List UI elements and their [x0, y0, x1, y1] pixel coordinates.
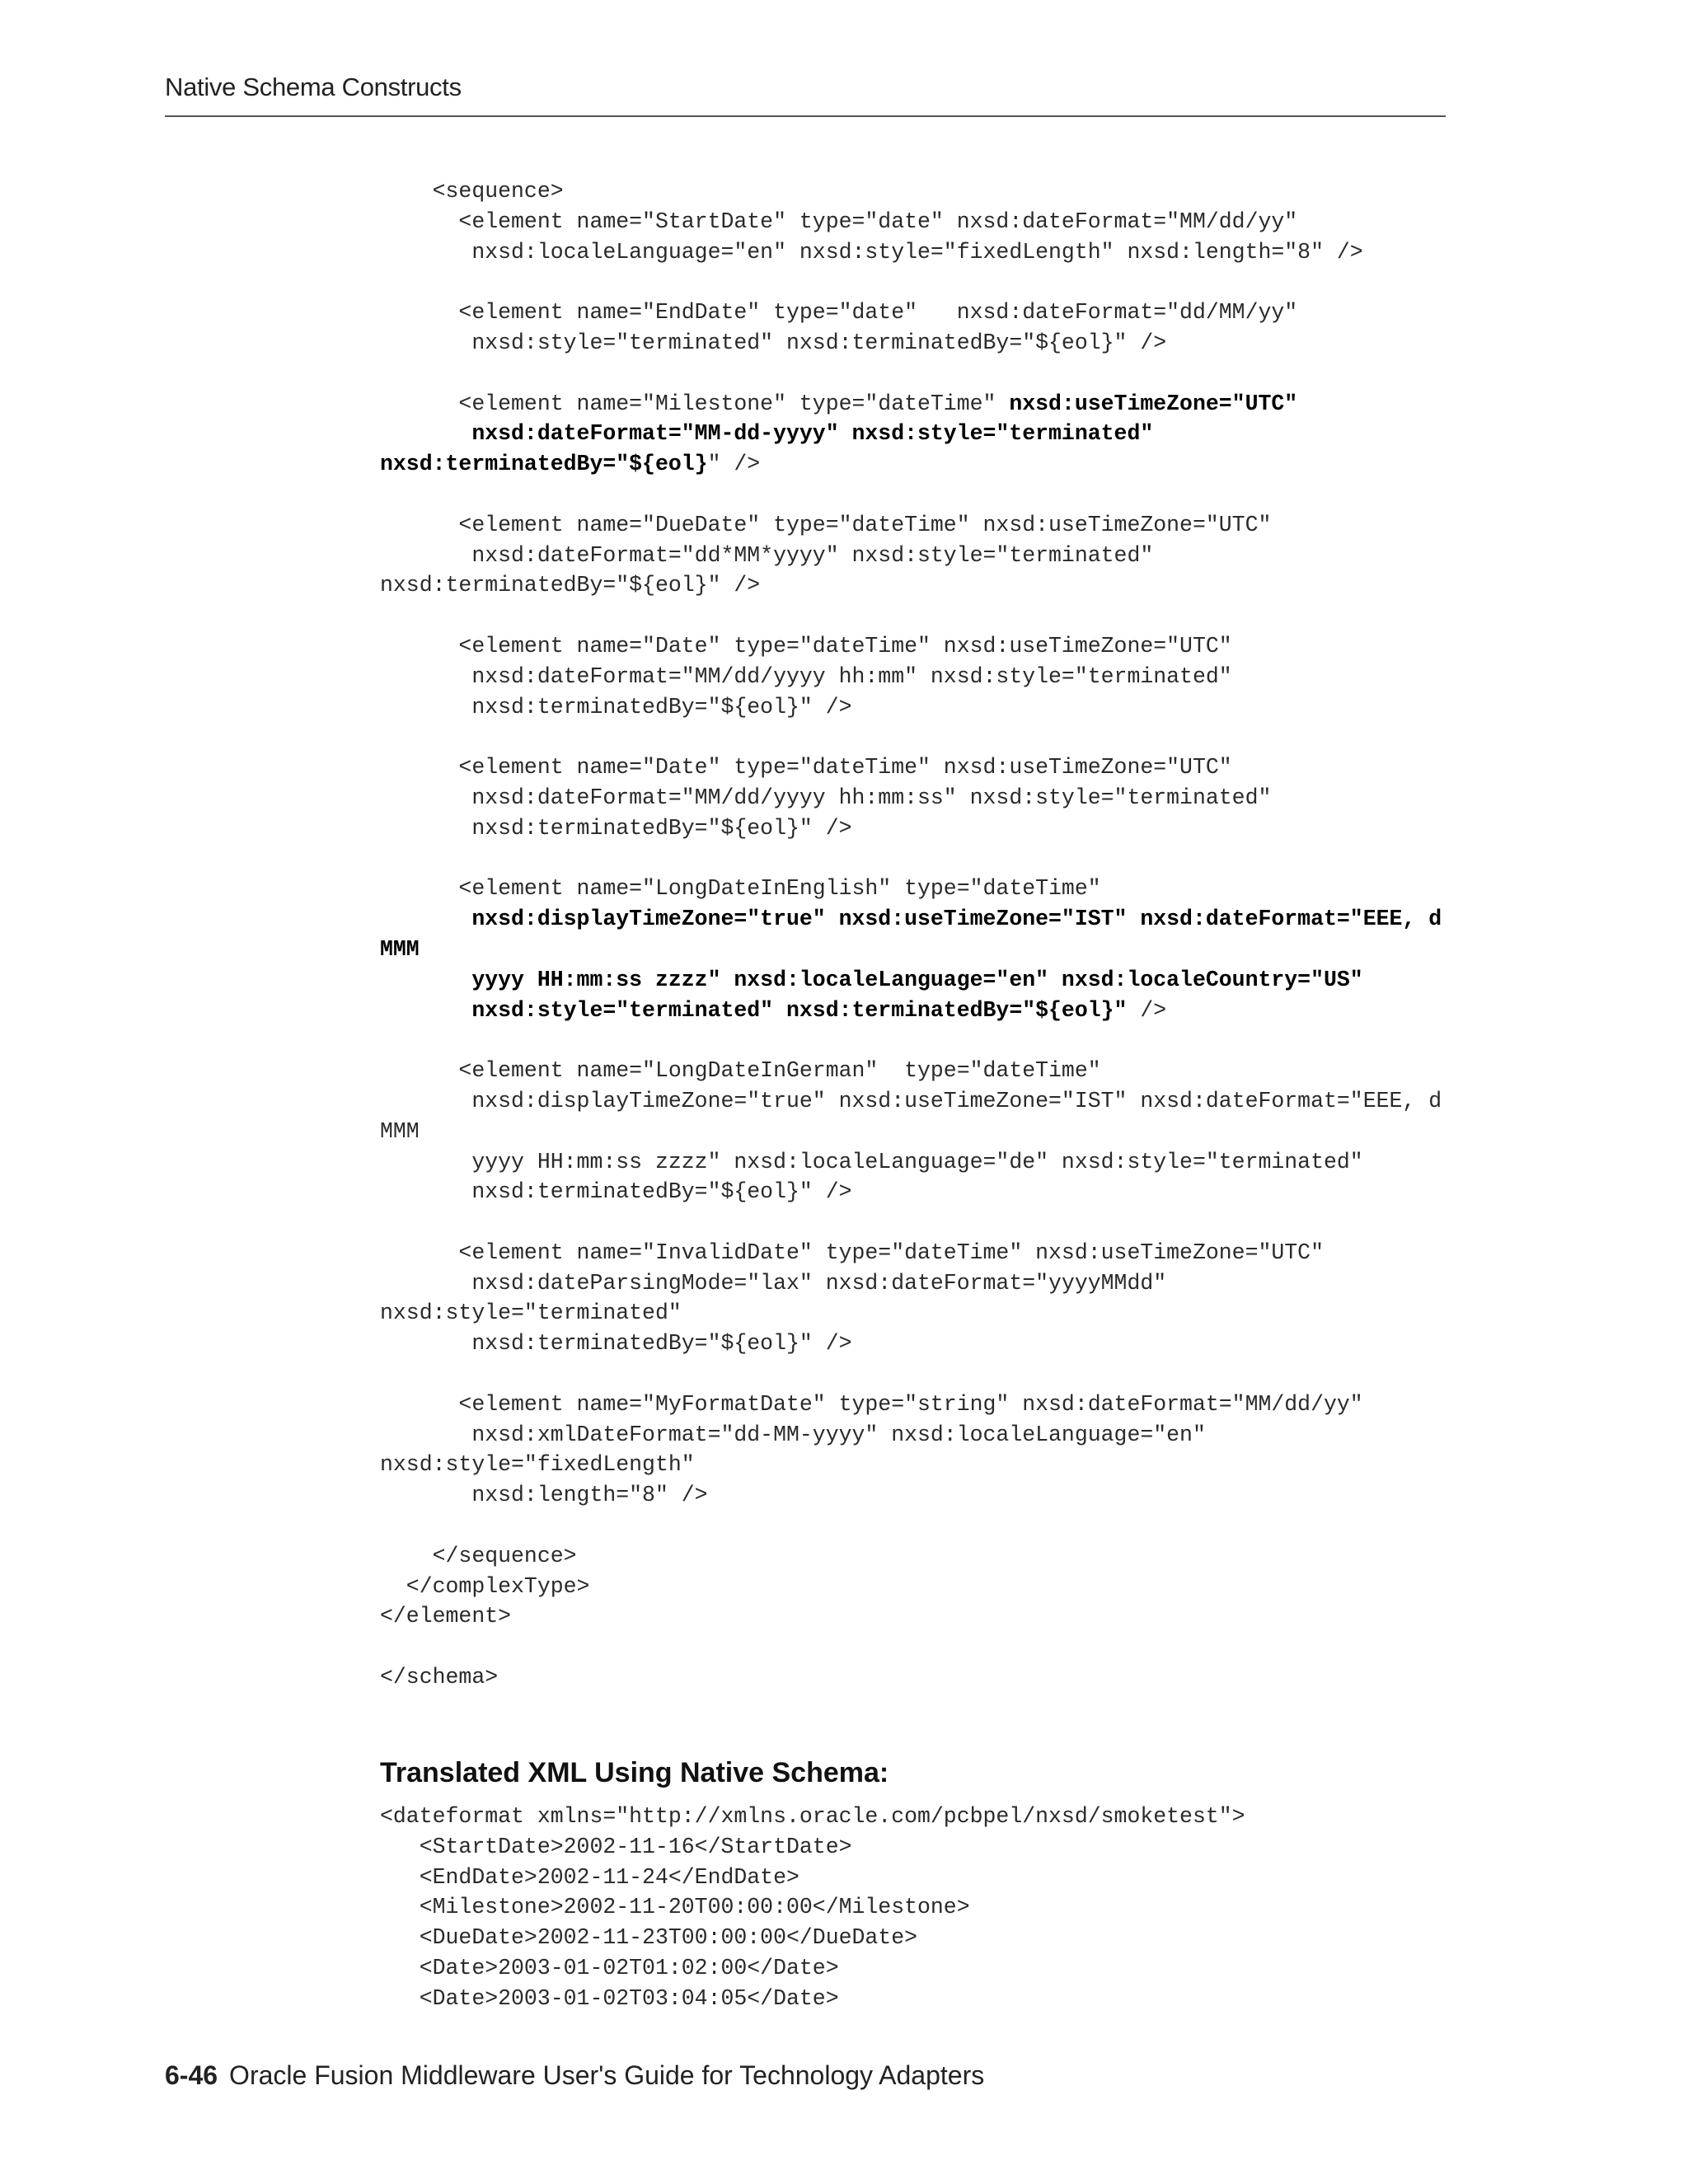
code-line — [380, 1329, 1442, 1359]
code-line — [380, 570, 1442, 601]
code-line — [380, 267, 1442, 298]
code-segment: nxsd:localeLanguage="en" nxsd:style="fixedLength" nxsd:length="8" /> — [380, 239, 1363, 265]
code-line — [380, 1480, 1442, 1511]
schema-code-block — [380, 176, 1442, 1693]
code-segment: <element name="MyFormatDate" type="string" nxsd:dateFormat="MM/dd/yy" — [380, 1391, 1363, 1417]
code-segment: nxsd:terminatedBy="${eol}" /> — [380, 694, 852, 719]
code-segment: <Date>2003-01-02T01:02:00</Date> — [380, 1955, 839, 1980]
code-line — [380, 1298, 1442, 1329]
code-segment: <EndDate>2002-11-24</EndDate> — [380, 1864, 799, 1890]
code-segment: <dateformat xmlns="http://xmlns.oracle.com/pcbpel/nxsd/smoketest"> — [380, 1804, 1245, 1829]
code-segment-bold: nxsd:displayTimeZone="true" nxsd:useTimeZone="IST" nxsd:dateFormat="EEE, d — [380, 907, 1442, 932]
code-line — [380, 1662, 1442, 1693]
code-line — [380, 1086, 1442, 1117]
code-line — [380, 359, 1442, 389]
code-segment: <sequence> — [380, 179, 564, 204]
code-line — [380, 328, 1442, 359]
code-line — [380, 1207, 1442, 1238]
code-line — [380, 449, 1442, 480]
code-line — [380, 813, 1442, 844]
code-line — [380, 1632, 1442, 1662]
code-line — [380, 752, 1442, 783]
code-line — [380, 965, 1442, 996]
code-segment: </complexType> — [380, 1573, 590, 1599]
code-line — [380, 1601, 1442, 1632]
code-segment: <StartDate>2002-11-16</StartDate> — [380, 1834, 852, 1859]
code-segment-bold: nxsd:dateFormat="MM-dd-yyyy" nxsd:style="terminated" — [380, 421, 1154, 447]
code-line — [380, 1863, 1245, 1893]
code-line — [380, 1892, 1245, 1923]
code-line — [380, 1541, 1442, 1572]
code-line — [380, 1984, 1245, 2014]
code-segment: MMM — [380, 1118, 420, 1144]
code-line — [380, 1802, 1245, 1832]
code-segment-bold: MMM — [380, 936, 420, 962]
code-line — [380, 389, 1442, 419]
code-line — [380, 1238, 1442, 1268]
code-segment: <Milestone>2002-11-20T00:00:00</Milestone> — [380, 1895, 970, 1920]
code-segment: <element name="Date" type="dateTime" nxsd:useTimeZone="UTC" — [380, 633, 1232, 658]
code-segment: nxsd:terminatedBy="${eol}" /> — [380, 815, 852, 841]
code-segment: nxsd:terminatedBy="${eol}" /> — [380, 573, 761, 598]
code-line — [380, 904, 1442, 935]
code-segment: nxsd:style="terminated" — [380, 1301, 682, 1326]
code-line — [380, 1511, 1442, 1541]
code-line — [380, 1268, 1442, 1299]
code-segment: <element name="StartDate" type="date" nxsd:dateFormat="MM/dd/yy" — [380, 209, 1298, 234]
code-line — [380, 874, 1442, 904]
code-segment: <element name="EndDate" type="date" nxsd:dateFormat="dd/MM/yy" — [380, 300, 1298, 326]
code-line — [380, 1147, 1442, 1178]
code-segment: nxsd:dateFormat="MM/dd/yyyy hh:mm:ss" nxsd:style="terminated" — [380, 785, 1272, 810]
code-line — [380, 1117, 1442, 1147]
code-line — [380, 722, 1442, 752]
code-segment: <element name="LongDateInGerman" type="dateTime" — [380, 1058, 1101, 1084]
code-line — [380, 783, 1442, 813]
code-segment-bold: nxsd:useTimeZone="UTC" — [1009, 391, 1298, 416]
code-segment: </sequence> — [380, 1543, 577, 1568]
code-segment: nxsd:length="8" /> — [380, 1483, 708, 1508]
code-line — [380, 935, 1442, 965]
code-segment: </schema> — [380, 1665, 499, 1690]
code-segment: nxsd:terminatedBy="${eol}" /> — [380, 1179, 852, 1205]
code-segment-bold: nxsd:terminatedBy="${eol} — [380, 452, 708, 477]
translated-xml-code-block — [380, 1802, 1245, 2014]
code-line — [380, 1953, 1245, 1984]
code-line — [380, 480, 1442, 510]
code-segment: " /> — [707, 452, 761, 477]
code-segment: /> — [1127, 997, 1167, 1023]
section-heading: Translated XML Using Native Schema: — [380, 1757, 889, 1788]
code-segment: <element name="LongDateInEnglish" type="dateTime" — [380, 876, 1101, 902]
code-segment: yyyy HH:mm:ss zzzz" nxsd:localeLanguage="de" nxsd:style="terminated" — [380, 1149, 1363, 1174]
code-segment: <element name="InvalidDate" type="dateTime" nxsd:useTimeZone="UTC" — [380, 1240, 1324, 1265]
code-segment-bold: nxsd:style="terminated" nxsd:terminatedBy="${eol}" — [380, 997, 1128, 1023]
code-line — [380, 1025, 1442, 1056]
code-segment: nxsd:terminatedBy="${eol}" /> — [380, 1331, 852, 1357]
code-line — [380, 1056, 1442, 1086]
code-line — [380, 1390, 1442, 1420]
page-number: 6-46 — [165, 2060, 218, 2090]
code-line — [380, 298, 1442, 328]
code-segment: <element name="Milestone" type="dateTime" — [380, 391, 1010, 416]
code-segment: nxsd:dateFormat="dd*MM*yyyy" nxsd:style="terminated" — [380, 542, 1154, 568]
code-line — [380, 1420, 1442, 1451]
running-header-title: Native Schema Constructs — [165, 73, 462, 101]
code-line — [380, 1177, 1442, 1207]
code-segment: nxsd:displayTimeZone="true" nxsd:useTimeZone="IST" nxsd:dateFormat="EEE, d — [380, 1088, 1442, 1113]
code-segment: <element name="Date" type="dateTime" nxsd:useTimeZone="UTC" — [380, 755, 1232, 780]
code-line — [380, 844, 1442, 874]
code-line — [380, 1450, 1442, 1480]
code-line — [380, 176, 1442, 207]
code-line — [380, 662, 1442, 692]
header-rule — [165, 115, 1446, 117]
code-line — [380, 1359, 1442, 1390]
code-line — [380, 1572, 1442, 1602]
book-title: Oracle Fusion Middleware User's Guide for Technology Adapters — [229, 2060, 985, 2090]
code-segment: nxsd:style="terminated" nxsd:terminatedBy="${eol}" /> — [380, 330, 1167, 355]
code-line — [380, 510, 1442, 541]
code-line — [380, 601, 1442, 631]
page-footer — [165, 2060, 984, 2091]
code-line — [380, 541, 1442, 571]
code-segment: </element> — [380, 1604, 512, 1629]
code-segment-bold: yyyy HH:mm:ss zzzz" nxsd:localeLanguage="en" nxsd:localeCountry="US" — [380, 967, 1363, 992]
code-segment: nxsd:dateParsingMode="lax" nxsd:dateFormat="yyyyMMdd" — [380, 1270, 1167, 1296]
code-line — [380, 207, 1442, 237]
code-segment: nxsd:xmlDateFormat="dd-MM-yyyy" nxsd:localeLanguage="en" — [380, 1422, 1206, 1447]
code-line — [380, 419, 1442, 449]
code-segment: <DueDate>2002-11-23T00:00:00</DueDate> — [380, 1925, 918, 1951]
code-line — [380, 1832, 1245, 1863]
code-line — [380, 1923, 1245, 1953]
code-line — [380, 237, 1442, 268]
code-segment: <Date>2003-01-02T03:04:05</Date> — [380, 1985, 839, 2011]
code-segment: nxsd:style="fixedLength" — [380, 1452, 695, 1478]
code-line — [380, 996, 1442, 1026]
code-segment: nxsd:dateFormat="MM/dd/yyyy hh:mm" nxsd:style="terminated" — [380, 663, 1232, 689]
code-line — [380, 631, 1442, 662]
code-segment: <element name="DueDate" type="dateTime" nxsd:useTimeZone="UTC" — [380, 512, 1272, 537]
code-line — [380, 692, 1442, 723]
